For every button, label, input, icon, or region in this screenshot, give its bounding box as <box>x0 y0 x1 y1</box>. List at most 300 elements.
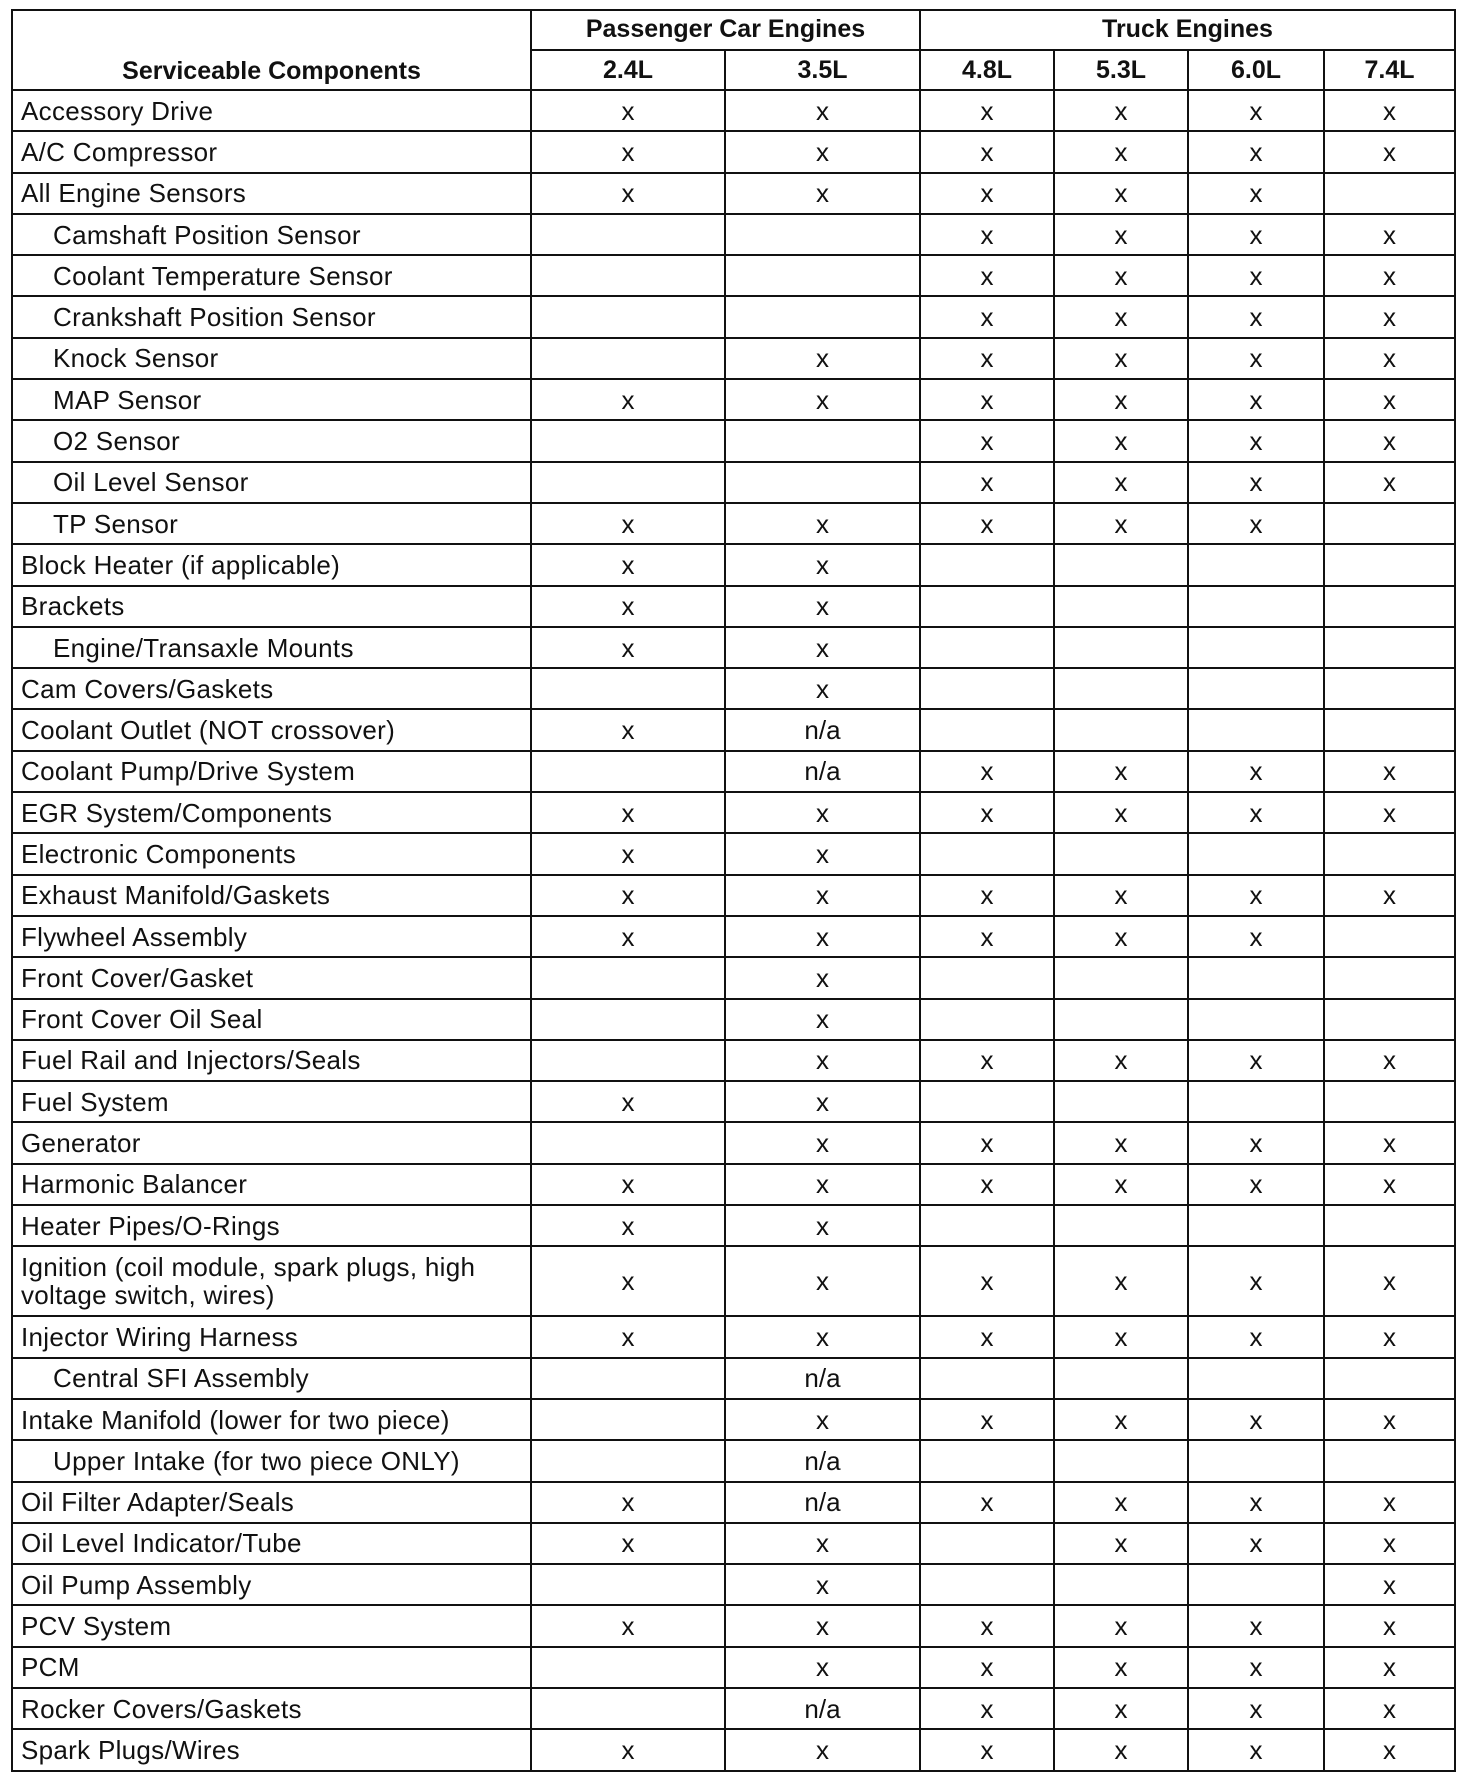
service-mark-cell: x <box>725 586 920 627</box>
service-mark-cell <box>1324 544 1455 585</box>
service-mark-cell: x <box>531 1729 725 1770</box>
service-mark-cell <box>1054 1440 1188 1481</box>
service-mark-cell <box>920 627 1054 668</box>
service-mark-cell: x <box>1054 1246 1188 1316</box>
service-mark-cell: x <box>1324 1316 1455 1357</box>
service-mark-cell <box>531 1122 725 1163</box>
service-mark-cell: x <box>920 1605 1054 1646</box>
service-mark-cell: x <box>725 90 920 131</box>
service-mark-cell <box>725 255 920 296</box>
component-name: Harmonic Balancer <box>12 1164 531 1205</box>
component-name: A/C Compressor <box>12 131 531 172</box>
service-mark-cell: x <box>920 1399 1054 1440</box>
service-mark-cell: x <box>1324 462 1455 503</box>
engine-2-4l-header: 2.4L <box>531 50 725 90</box>
table-row <box>12 90 1455 131</box>
service-mark-cell <box>920 586 1054 627</box>
service-mark-cell <box>531 420 725 461</box>
service-mark-cell: x <box>1054 131 1188 172</box>
service-mark-cell: x <box>1054 1316 1188 1357</box>
service-mark-cell: x <box>920 1316 1054 1357</box>
service-mark-cell: x <box>1324 1482 1455 1523</box>
table-row <box>12 255 1455 296</box>
service-mark-cell: x <box>725 875 920 916</box>
service-mark-cell: x <box>1188 338 1324 379</box>
service-mark-cell: x <box>1188 1482 1324 1523</box>
service-mark-cell: x <box>920 173 1054 214</box>
table-row <box>12 379 1455 420</box>
service-mark-cell: x <box>725 1564 920 1605</box>
service-mark-cell <box>1054 586 1188 627</box>
service-mark-cell <box>1324 586 1455 627</box>
service-mark-cell: x <box>1324 1246 1455 1316</box>
service-mark-cell: x <box>1054 173 1188 214</box>
service-mark-cell: x <box>1188 1399 1324 1440</box>
service-mark-cell: x <box>1188 916 1324 957</box>
service-mark-cell: x <box>1188 1246 1324 1316</box>
passenger-car-engines-header: Passenger Car Engines <box>531 10 920 50</box>
service-mark-cell: x <box>1054 1523 1188 1564</box>
service-mark-cell: x <box>725 833 920 874</box>
table-row <box>12 999 1455 1040</box>
service-mark-cell: x <box>920 875 1054 916</box>
table-row <box>12 296 1455 337</box>
service-mark-cell: x <box>531 1164 725 1205</box>
service-mark-cell <box>725 296 920 337</box>
service-mark-cell: x <box>1188 751 1324 792</box>
service-mark-cell: x <box>531 131 725 172</box>
service-mark-cell: x <box>1188 503 1324 544</box>
service-mark-cell: x <box>725 131 920 172</box>
service-mark-cell <box>1054 833 1188 874</box>
service-mark-cell <box>920 1205 1054 1246</box>
service-mark-cell: x <box>1188 1122 1324 1163</box>
service-mark-cell: x <box>531 503 725 544</box>
service-mark-cell <box>1054 627 1188 668</box>
service-mark-cell: x <box>725 916 920 957</box>
service-mark-cell: x <box>531 627 725 668</box>
component-name: Injector Wiring Harness <box>12 1316 531 1357</box>
service-mark-cell <box>531 296 725 337</box>
service-mark-cell <box>1324 709 1455 750</box>
service-mark-cell: x <box>920 1688 1054 1729</box>
table-row <box>12 1564 1455 1605</box>
service-mark-cell <box>1054 957 1188 998</box>
component-name: Oil Level Sensor <box>12 462 531 503</box>
service-mark-cell <box>531 1040 725 1081</box>
service-mark-cell: x <box>1054 255 1188 296</box>
service-mark-cell: x <box>1188 1164 1324 1205</box>
table-row <box>12 1688 1455 1729</box>
service-mark-cell <box>531 668 725 709</box>
service-mark-cell <box>531 751 725 792</box>
table-row <box>12 1246 1455 1316</box>
table-row <box>12 1523 1455 1564</box>
component-name: Camshaft Position Sensor <box>12 214 531 255</box>
component-name: Central SFI Assembly <box>12 1358 531 1399</box>
service-mark-cell <box>1188 1205 1324 1246</box>
service-mark-cell: x <box>1188 1316 1324 1357</box>
service-mark-cell <box>920 1358 1054 1399</box>
service-mark-cell: x <box>725 338 920 379</box>
service-mark-cell <box>1324 1440 1455 1481</box>
service-mark-cell: x <box>1054 1040 1188 1081</box>
service-mark-cell: x <box>1324 1399 1455 1440</box>
service-mark-cell: x <box>725 1523 920 1564</box>
service-mark-cell: x <box>531 1316 725 1357</box>
service-mark-cell <box>1324 916 1455 957</box>
engine-5-3l-header: 5.3L <box>1054 50 1188 90</box>
table-row <box>12 1205 1455 1246</box>
service-mark-cell: x <box>920 462 1054 503</box>
service-mark-cell <box>1324 1358 1455 1399</box>
service-mark-cell: x <box>725 1205 920 1246</box>
service-mark-cell <box>920 544 1054 585</box>
component-name: Oil Level Indicator/Tube <box>12 1523 531 1564</box>
service-mark-cell <box>1188 1358 1324 1399</box>
service-mark-cell: x <box>725 1164 920 1205</box>
table-row <box>12 627 1455 668</box>
service-mark-cell: x <box>1054 420 1188 461</box>
service-mark-cell: x <box>1054 1647 1188 1688</box>
service-mark-cell: x <box>1054 214 1188 255</box>
component-name: Brackets <box>12 586 531 627</box>
component-name: Front Cover Oil Seal <box>12 999 531 1040</box>
service-mark-cell: x <box>1188 131 1324 172</box>
service-mark-cell <box>531 255 725 296</box>
service-mark-cell <box>531 1399 725 1440</box>
service-mark-cell: x <box>1054 379 1188 420</box>
table-row <box>12 503 1455 544</box>
service-mark-cell: x <box>1324 1564 1455 1605</box>
service-mark-cell: x <box>1054 1482 1188 1523</box>
service-mark-cell: x <box>725 957 920 998</box>
table-row <box>12 916 1455 957</box>
service-mark-cell: x <box>1324 255 1455 296</box>
service-mark-cell <box>920 1564 1054 1605</box>
service-mark-cell: x <box>725 1316 920 1357</box>
service-mark-cell: x <box>1188 792 1324 833</box>
service-mark-cell <box>1324 627 1455 668</box>
service-mark-cell: x <box>920 1122 1054 1163</box>
service-mark-cell: x <box>1054 338 1188 379</box>
service-mark-cell: x <box>531 709 725 750</box>
service-mark-cell: n/a <box>725 1440 920 1481</box>
service-mark-cell: x <box>1054 296 1188 337</box>
service-mark-cell: n/a <box>725 1482 920 1523</box>
table-row <box>12 1040 1455 1081</box>
table-row <box>12 833 1455 874</box>
service-mark-cell <box>1188 668 1324 709</box>
truck-engines-header: Truck Engines <box>920 10 1455 50</box>
service-mark-cell: x <box>725 1605 920 1646</box>
service-mark-cell: x <box>725 792 920 833</box>
service-mark-cell <box>1324 999 1455 1040</box>
service-mark-cell: x <box>920 255 1054 296</box>
table-row <box>12 214 1455 255</box>
service-mark-cell <box>920 833 1054 874</box>
table-row <box>12 462 1455 503</box>
service-mark-cell <box>1188 999 1324 1040</box>
service-mark-cell <box>920 668 1054 709</box>
service-mark-cell: x <box>1188 379 1324 420</box>
table-row <box>12 420 1455 461</box>
service-mark-cell: x <box>725 999 920 1040</box>
service-mark-cell <box>920 1081 1054 1122</box>
service-mark-cell: x <box>531 1523 725 1564</box>
component-name: Generator <box>12 1122 531 1163</box>
service-mark-cell <box>1324 503 1455 544</box>
service-mark-cell: x <box>1054 916 1188 957</box>
table-row <box>12 1729 1455 1770</box>
component-name: Engine/Transaxle Mounts <box>12 627 531 668</box>
service-mark-cell <box>531 957 725 998</box>
service-mark-cell <box>1054 1081 1188 1122</box>
service-mark-cell: x <box>1188 1523 1324 1564</box>
component-name: Cam Covers/Gaskets <box>12 668 531 709</box>
component-name: Knock Sensor <box>12 338 531 379</box>
service-mark-cell: x <box>1324 214 1455 255</box>
service-mark-cell <box>1188 586 1324 627</box>
service-mark-cell <box>531 1358 725 1399</box>
service-mark-cell: x <box>920 503 1054 544</box>
service-mark-cell <box>1324 1205 1455 1246</box>
service-mark-cell <box>531 214 725 255</box>
service-mark-cell: x <box>920 1164 1054 1205</box>
table-row <box>12 1358 1455 1399</box>
component-name: All Engine Sensors <box>12 173 531 214</box>
service-mark-cell: x <box>1054 751 1188 792</box>
component-name: Heater Pipes/O-Rings <box>12 1205 531 1246</box>
table-row <box>12 1081 1455 1122</box>
service-mark-cell: x <box>1324 1523 1455 1564</box>
service-mark-cell <box>725 420 920 461</box>
service-mark-cell: x <box>531 1605 725 1646</box>
service-mark-cell <box>531 1688 725 1729</box>
service-mark-cell: x <box>531 1482 725 1523</box>
service-mark-cell: n/a <box>725 751 920 792</box>
service-mark-cell: x <box>1054 503 1188 544</box>
table-row <box>12 751 1455 792</box>
service-mark-cell <box>531 1564 725 1605</box>
service-mark-cell: x <box>725 627 920 668</box>
engine-7-4l-header: 7.4L <box>1324 50 1455 90</box>
service-mark-cell: x <box>1188 90 1324 131</box>
service-mark-cell <box>1054 544 1188 585</box>
component-name: Crankshaft Position Sensor <box>12 296 531 337</box>
service-mark-cell: x <box>920 296 1054 337</box>
table-row <box>12 1440 1455 1481</box>
service-mark-cell: x <box>920 1040 1054 1081</box>
table-row <box>12 1122 1455 1163</box>
service-mark-cell <box>1054 1205 1188 1246</box>
service-mark-cell: x <box>920 379 1054 420</box>
service-mark-cell: x <box>1324 296 1455 337</box>
table-row <box>12 1482 1455 1523</box>
service-mark-cell <box>1188 1081 1324 1122</box>
service-mark-cell: n/a <box>725 1358 920 1399</box>
component-name: Electronic Components <box>12 833 531 874</box>
table-row <box>12 131 1455 172</box>
service-mark-cell: x <box>725 1729 920 1770</box>
service-mark-cell <box>1324 173 1455 214</box>
service-mark-cell: x <box>1324 1729 1455 1770</box>
table-row <box>12 1316 1455 1357</box>
service-mark-cell: x <box>1324 1122 1455 1163</box>
service-mark-cell: x <box>1054 1399 1188 1440</box>
service-mark-cell: x <box>1324 1605 1455 1646</box>
service-mark-cell: x <box>725 1246 920 1316</box>
service-mark-cell: x <box>920 214 1054 255</box>
serviceable-components-table <box>11 9 1456 1772</box>
service-mark-cell: x <box>920 792 1054 833</box>
service-mark-cell: x <box>725 544 920 585</box>
service-mark-cell: x <box>531 379 725 420</box>
service-mark-cell: x <box>531 586 725 627</box>
service-mark-cell: x <box>1324 379 1455 420</box>
component-name: Oil Pump Assembly <box>12 1564 531 1605</box>
service-mark-cell: x <box>1324 875 1455 916</box>
table-row <box>12 544 1455 585</box>
table-row <box>12 173 1455 214</box>
component-column-header: Serviceable Components <box>12 10 531 90</box>
service-mark-cell <box>1188 1440 1324 1481</box>
service-mark-cell: x <box>920 1246 1054 1316</box>
service-mark-cell: x <box>1324 90 1455 131</box>
component-name: MAP Sensor <box>12 379 531 420</box>
component-name: Upper Intake (for two piece ONLY) <box>12 1440 531 1481</box>
service-mark-cell: x <box>725 173 920 214</box>
service-mark-cell: x <box>1188 462 1324 503</box>
service-mark-cell: x <box>920 1729 1054 1770</box>
service-mark-cell: x <box>725 668 920 709</box>
service-mark-cell <box>531 1440 725 1481</box>
service-mark-cell: x <box>1324 1164 1455 1205</box>
table-row <box>12 875 1455 916</box>
service-mark-cell: x <box>725 379 920 420</box>
service-mark-cell: x <box>531 833 725 874</box>
component-name: Fuel System <box>12 1081 531 1122</box>
service-mark-cell <box>1054 999 1188 1040</box>
table-row <box>12 957 1455 998</box>
service-mark-cell <box>920 709 1054 750</box>
table-row <box>12 586 1455 627</box>
service-mark-cell: x <box>531 1081 725 1122</box>
component-name: EGR System/Components <box>12 792 531 833</box>
service-mark-cell: x <box>1324 1647 1455 1688</box>
service-mark-cell <box>531 999 725 1040</box>
service-mark-cell: x <box>1054 90 1188 131</box>
service-mark-cell: x <box>1324 792 1455 833</box>
service-mark-cell: x <box>1188 296 1324 337</box>
table-row <box>12 792 1455 833</box>
service-mark-cell <box>1054 1358 1188 1399</box>
service-mark-cell: x <box>1324 1688 1455 1729</box>
service-mark-cell: x <box>725 1122 920 1163</box>
service-mark-cell: x <box>1054 1164 1188 1205</box>
service-mark-cell <box>1188 957 1324 998</box>
service-mark-cell: x <box>920 131 1054 172</box>
service-mark-cell: x <box>1054 1605 1188 1646</box>
service-mark-cell <box>1188 1564 1324 1605</box>
service-mark-cell: x <box>920 420 1054 461</box>
service-mark-cell: x <box>1324 420 1455 461</box>
service-mark-cell <box>1324 957 1455 998</box>
service-mark-cell: x <box>531 1205 725 1246</box>
service-mark-cell: x <box>920 90 1054 131</box>
service-mark-cell: x <box>1188 1605 1324 1646</box>
service-mark-cell: x <box>1054 1688 1188 1729</box>
component-name: Intake Manifold (lower for two piece) <box>12 1399 531 1440</box>
component-name: Spark Plugs/Wires <box>12 1729 531 1770</box>
service-mark-cell <box>1054 1564 1188 1605</box>
service-mark-cell <box>920 1523 1054 1564</box>
service-mark-cell: x <box>920 1482 1054 1523</box>
service-mark-cell: x <box>1188 1647 1324 1688</box>
component-name: PCM <box>12 1647 531 1688</box>
service-mark-cell: x <box>920 916 1054 957</box>
service-mark-cell <box>920 999 1054 1040</box>
service-mark-cell <box>1188 833 1324 874</box>
service-mark-cell: x <box>531 1246 725 1316</box>
service-mark-cell <box>531 1647 725 1688</box>
engine-4-8l-header: 4.8L <box>920 50 1054 90</box>
service-mark-cell: x <box>531 173 725 214</box>
service-mark-cell: x <box>1324 1040 1455 1081</box>
table-row <box>12 1399 1455 1440</box>
component-name: Coolant Temperature Sensor <box>12 255 531 296</box>
service-mark-cell: x <box>1054 1729 1188 1770</box>
service-mark-cell: x <box>1188 1688 1324 1729</box>
table-row <box>12 1647 1455 1688</box>
component-name: Exhaust Manifold/Gaskets <box>12 875 531 916</box>
service-mark-cell: x <box>1188 214 1324 255</box>
service-mark-cell <box>1324 1081 1455 1122</box>
table-row <box>12 709 1455 750</box>
table-row <box>12 1164 1455 1205</box>
service-mark-cell: x <box>920 1647 1054 1688</box>
component-name: Oil Filter Adapter/Seals <box>12 1482 531 1523</box>
service-mark-cell: x <box>1054 875 1188 916</box>
service-mark-cell <box>725 214 920 255</box>
component-name: PCV System <box>12 1605 531 1646</box>
service-mark-cell: x <box>1054 1122 1188 1163</box>
service-mark-cell <box>531 338 725 379</box>
component-name: Ignition (coil module, spark plugs, high voltage switch, wires) <box>12 1246 531 1316</box>
service-mark-cell: n/a <box>725 1688 920 1729</box>
service-mark-cell <box>1188 627 1324 668</box>
service-mark-cell: x <box>725 1081 920 1122</box>
service-mark-cell: x <box>1188 255 1324 296</box>
service-mark-cell <box>1054 668 1188 709</box>
service-mark-cell <box>1188 709 1324 750</box>
component-name: Rocker Covers/Gaskets <box>12 1688 531 1729</box>
component-name: Fuel Rail and Injectors/Seals <box>12 1040 531 1081</box>
table-body <box>12 90 1455 1771</box>
component-name: Block Heater (if applicable) <box>12 544 531 585</box>
service-mark-cell <box>1054 709 1188 750</box>
engine-3-5l-header: 3.5L <box>725 50 920 90</box>
service-mark-cell: x <box>531 792 725 833</box>
service-mark-cell <box>920 957 1054 998</box>
service-mark-cell: x <box>531 916 725 957</box>
service-mark-cell: x <box>1188 875 1324 916</box>
service-mark-cell: x <box>725 1647 920 1688</box>
service-mark-cell <box>531 462 725 503</box>
service-mark-cell: x <box>1324 751 1455 792</box>
component-name: Coolant Outlet (NOT crossover) <box>12 709 531 750</box>
service-mark-cell <box>1188 544 1324 585</box>
